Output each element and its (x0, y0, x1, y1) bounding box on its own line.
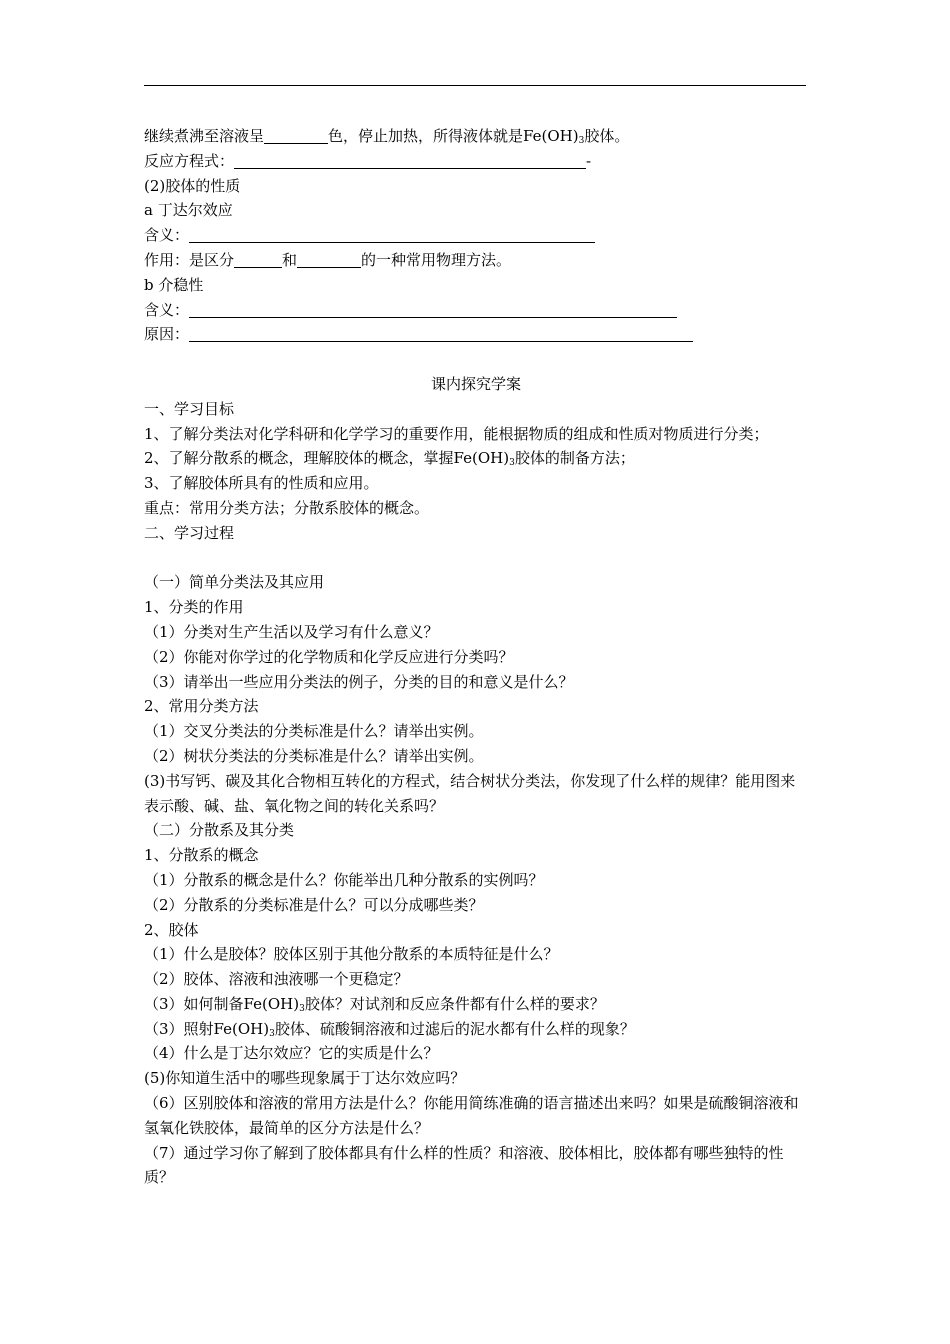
question: （4）什么是丁达尔效应？它的实质是什么？ (144, 1044, 439, 1063)
subscript-3: 3 (578, 136, 585, 146)
question: （6）区别胶体和溶液的常用方法是什么？你能用简练准确的语言描述出来吗？如果是硫酸铜溶液和氢氧化铁胶体，最简单的区分方法是什么？ (144, 1094, 799, 1137)
color-blank[interactable] (264, 127, 328, 144)
question: (5)你知道生活中的哪些现象属于丁达尔效应吗？ (144, 1069, 466, 1088)
metastability-reason-line (144, 322, 808, 347)
part-1-sub-2: 2、常用分类方法 (144, 697, 259, 716)
process-heading: 二、学习过程 (144, 523, 235, 542)
question: （3）请举出一些应用分类法的例子，分类的目的和意义是什么？ (144, 672, 574, 691)
equation-tail: - (586, 151, 592, 170)
question-text-a: （3）照射Fe(OH) (144, 1019, 270, 1038)
use-text-c: 的一种常用物理方法。 (361, 250, 512, 269)
goals-heading: 一、学习目标 (144, 399, 235, 418)
goal-2-text-b: 胶体的制备方法； (514, 449, 635, 468)
subscript-3: 3 (509, 458, 515, 469)
question: （2）树状分类法的分类标准是什么？请举出实例。 (144, 746, 484, 765)
boil-text-a: 继续煮沸至溶液呈 (144, 127, 265, 145)
goal-3: 3、了解胶体所具有的性质和应用。 (144, 474, 379, 493)
tyndall-meaning-line (144, 223, 808, 248)
part-1-sub-1: 1、分类的作用 (144, 598, 244, 617)
use-blank-1[interactable] (234, 251, 282, 268)
tyndall-use-line (144, 248, 808, 273)
metastability-reason-blank[interactable] (189, 325, 693, 342)
metastability-heading: b 介稳性 (144, 275, 204, 294)
goal-2-text-a: 2、了解分散系的概念，理解胶体的概念，掌握Fe(OH) (144, 449, 510, 468)
metastability-meaning-blank[interactable] (189, 301, 677, 318)
document-body (144, 124, 808, 1190)
use-blank-2[interactable] (297, 251, 361, 268)
subscript-3: 3 (269, 1028, 275, 1039)
section-title: 课内探究学案 (430, 374, 521, 393)
question (144, 1017, 808, 1042)
question: （2）分散系的分类标准是什么？可以分成哪些类？ (144, 895, 484, 914)
boil-text-c: 胶体。 (584, 127, 630, 145)
question-text-a: （3）如何制备Fe(OH) (144, 994, 300, 1013)
question: （2）胶体、溶液和浊液哪一个更稳定？ (144, 970, 409, 989)
question-text-b: 胶体？对试剂和反应条件都有什么样的要求？ (304, 994, 605, 1013)
goal-2 (144, 446, 808, 471)
part-2-sub-1: 1、分散系的概念 (144, 846, 259, 865)
metastability-meaning-label: 含义： (144, 300, 190, 319)
boil-text-b: 色，停止加热，所得液体就是Fe(OH) (328, 127, 579, 145)
tyndall-meaning-label: 含义： (144, 226, 190, 245)
key-points: 重点：常用分类方法；分散系胶体的概念。 (144, 498, 430, 517)
tyndall-meaning-blank[interactable] (189, 226, 595, 243)
equation-label: 反应方程式： (144, 151, 235, 170)
part-2-sub-2: 2、胶体 (144, 920, 199, 939)
question (144, 992, 808, 1017)
question: （2）你能对你学过的化学物质和化学反应进行分类吗？ (144, 647, 514, 666)
part-1-title: （一）简单分类法及其应用 (144, 573, 325, 592)
header-rule (144, 85, 806, 86)
use-text-a: 作用：是区分 (144, 250, 235, 269)
boil-instruction-line (144, 124, 808, 149)
spacer (144, 347, 808, 372)
question: （1）交叉分类法的分类标准是什么？请举出实例。 (144, 722, 484, 741)
question-text-b: 胶体、硫酸铜溶液和过滤后的泥水都有什么样的现象？ (274, 1019, 635, 1038)
equation-blank[interactable] (234, 152, 586, 169)
question: （1）分类对生产生活以及学习有什么意义？ (144, 622, 439, 641)
equation-line (144, 149, 808, 174)
question: （1）什么是胶体？胶体区别于其他分散系的本质特征是什么？ (144, 945, 559, 964)
question: (3)书写钙、碳及其化合物相互转化的方程式，结合树状分类法，你发现了什么样的规律？能用图来表示酸、碱、盐、氧化物之间的转化关系吗？ (144, 771, 796, 815)
metastability-meaning-line (144, 298, 808, 323)
goal-1: 1、了解分类法对化学科研和化学学习的重要作用，能根据物质的组成和性质对物质进行分类； (144, 424, 769, 443)
use-text-b: 和 (282, 250, 298, 269)
part-2-title: （二）分散系及其分类 (144, 821, 295, 840)
question: （1）分散系的概念是什么？你能举出几种分散系的实例吗？ (144, 870, 544, 889)
question: （7）通过学习你了解到了胶体都具有什么样的性质？和溶液、胶体相比，胶体都有哪些独特的性质？ (144, 1143, 784, 1187)
subscript-3: 3 (299, 1003, 305, 1014)
spacer (144, 546, 808, 571)
tyndall-heading: a 丁达尔效应 (144, 201, 233, 220)
metastability-reason-label: 原因： (144, 325, 190, 344)
colloid-properties-heading: (2)胶体的性质 (144, 176, 241, 195)
